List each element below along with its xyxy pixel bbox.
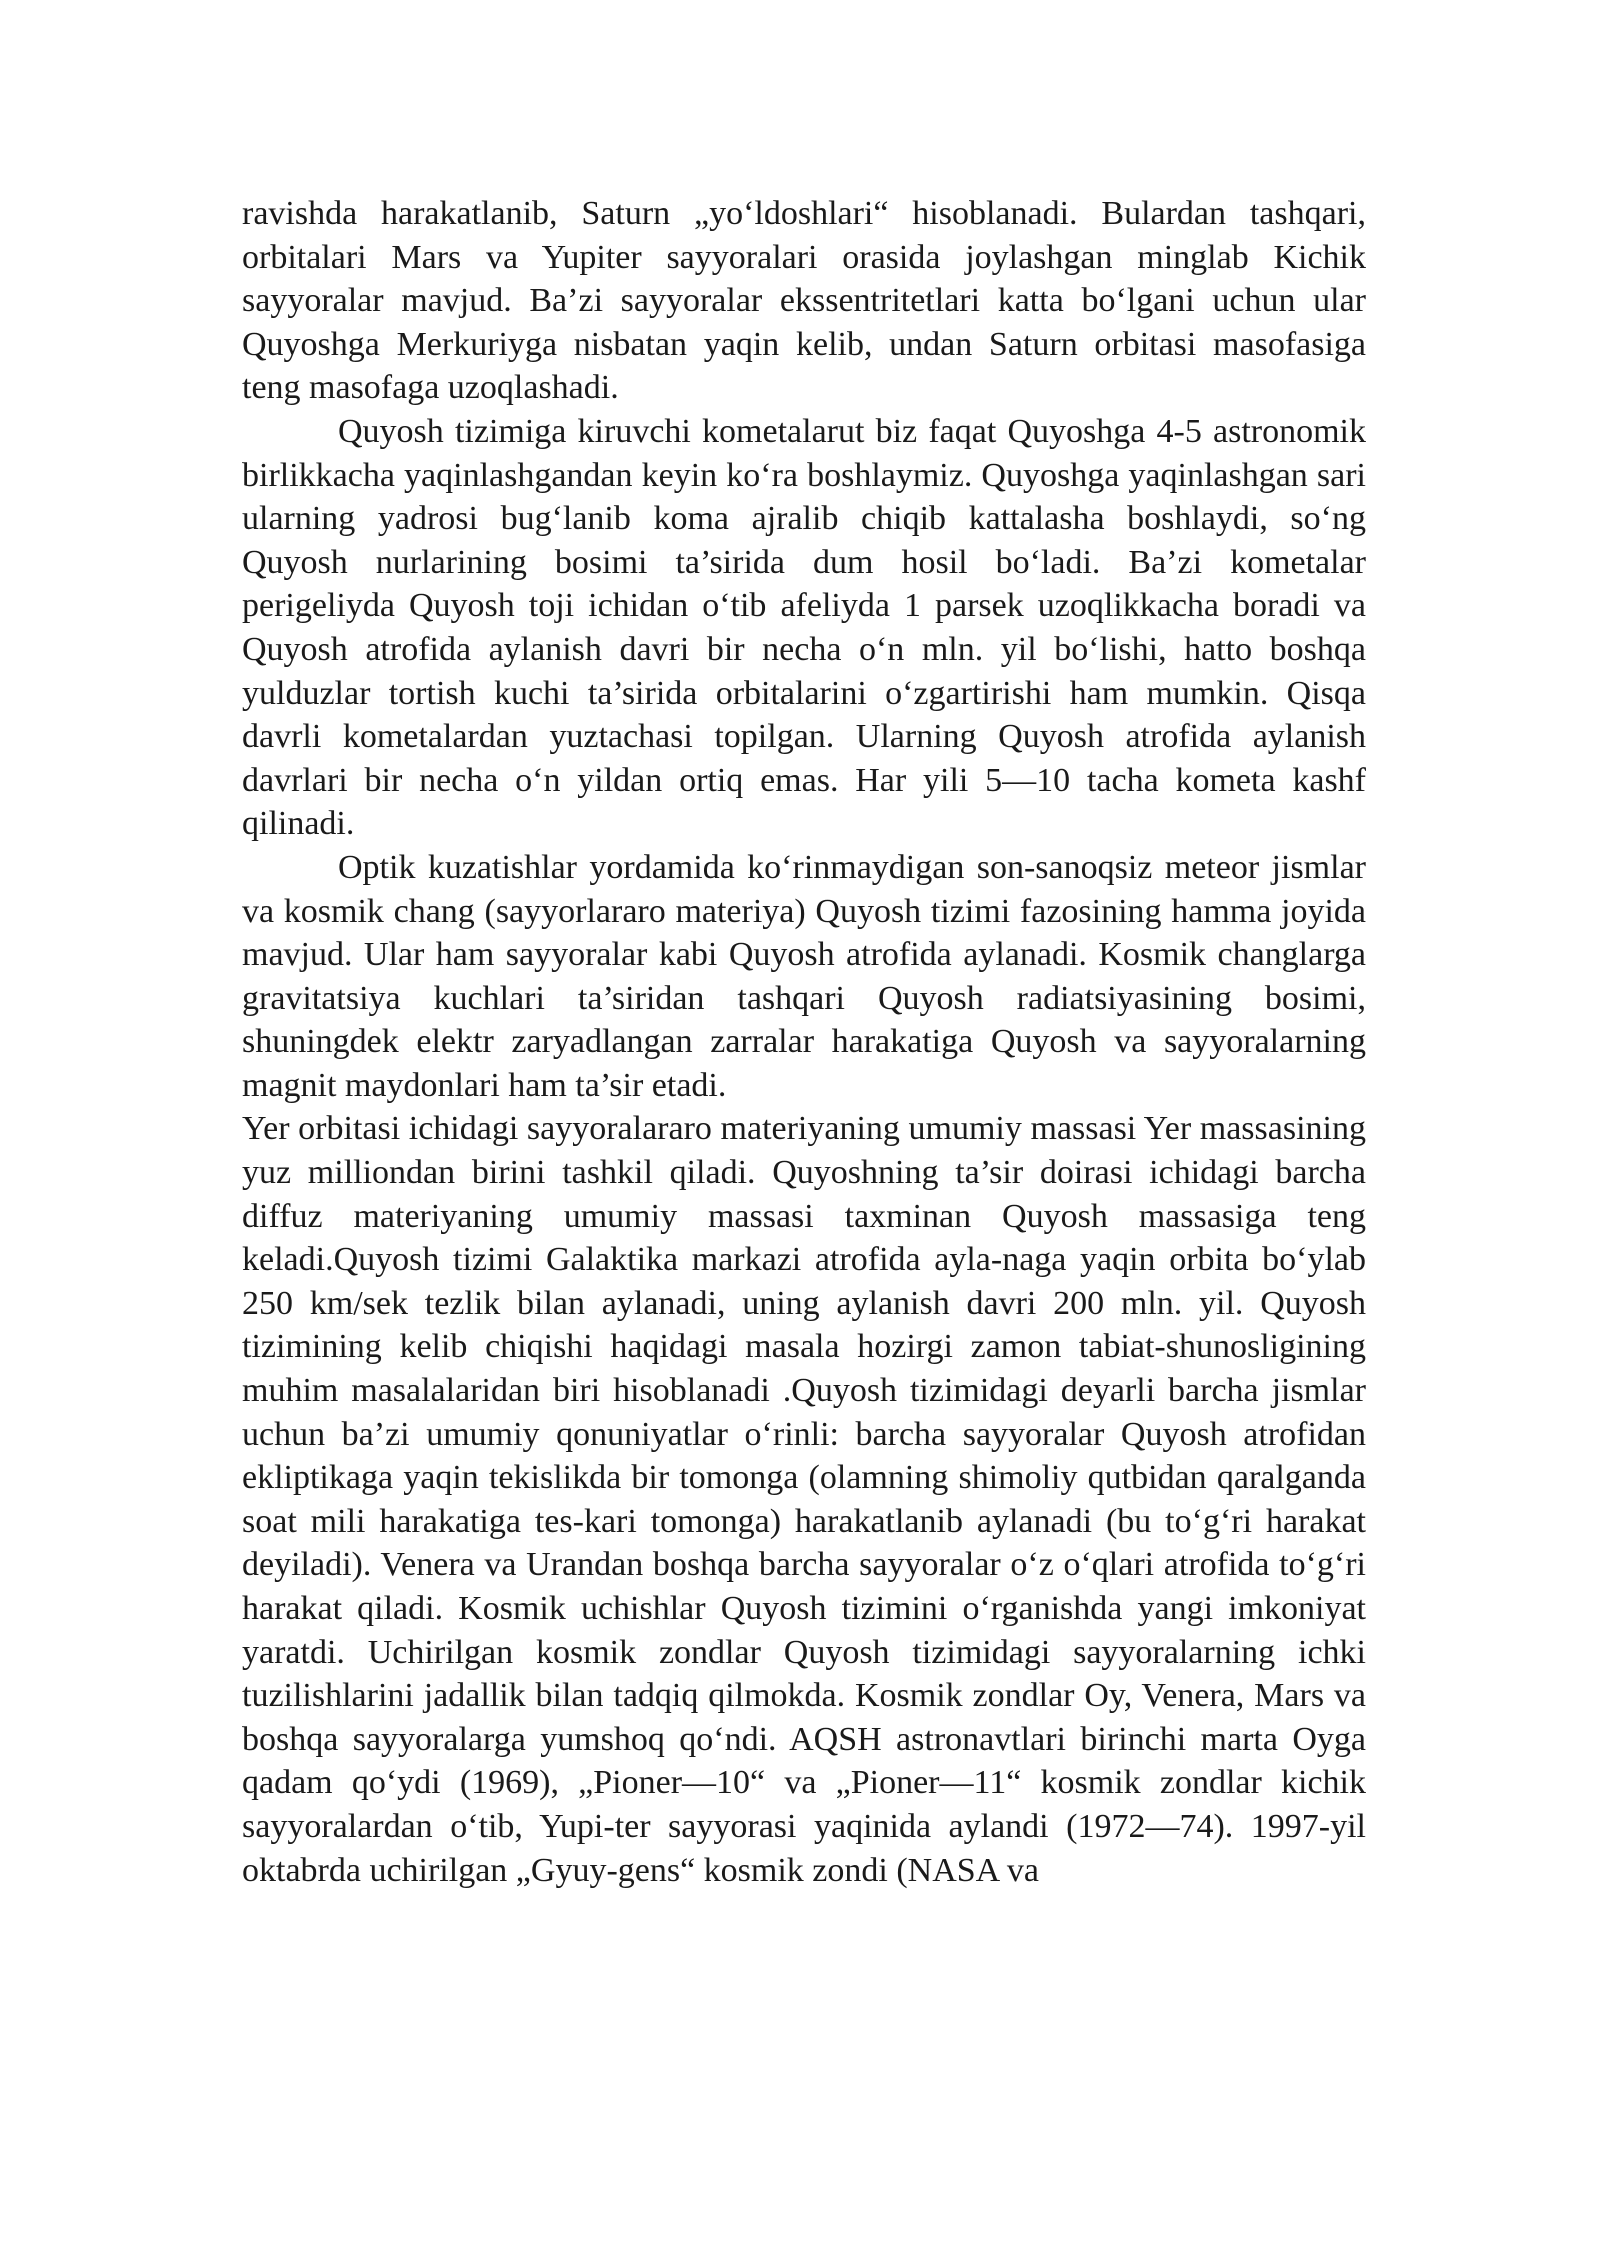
- paragraph-comets: Quyosh tizimiga kiruvchi kometalarut biz faqat Quyoshga 4-5 astronomik birlikkacha yaqinlashgandan keyin ko‘ra boshlaymiz. Quyoshga yaqinlashgan sari ularning yadrosi bug‘lanib koma ajralib chiqib kattalasha boshlaydi, so‘ng Quyosh nurlarining bosimi ta’sirida dum hosil bo‘ladi. Ba’zi kometalar perigeliyda Quyosh toji ichidan o‘tib afeliyda 1 parsek uzoqlikkacha boradi va Quyosh atrofida aylanish davri bir necha o‘n mln. yil bo‘lishi, hatto boshqa yulduzlar tortish kuchi ta’sirida orbitalarini o‘zgartirishi ham mumkin. Qisqa davrli kometalardan yuztachasi topilgan. Ularning Quyosh atrofida aylanish davrlari bir necha o‘n yildan ortiq emas. Har yili 5—10 tacha kometa kashf qilinadi.: [242, 412, 1366, 843]
- paragraph-meteor-dust: Optik kuzatishlar yordamida ko‘rinmaydigan son-sanoqsiz meteor jismlar va kosmik chang (sayyorlararo materiya) Quyosh tizimi fazosining hamma joyida mavjud. Ular ham sayyoralar kabi Quyosh atrofida aylanadi. Kosmik changlarga gravitatsiya kuchlari ta’siridan tashqari Quyosh radiatsiyasining bosimi, shuningdek elektr zaryadlangan zarralar harakatiga Quyosh va sayyoralarning magnit maydonlari ham ta’sir etadi.: [242, 848, 1366, 1104]
- paragraph-interplanetary-matter: Yer orbitasi ichidagi sayyoralararo materiyaning umumiy massasi Yer massasining yuz milliondan birini tashkil qiladi. Quyoshning ta’sir doirasi ichidagi barcha diffuz materiyaning umumiy massasi taxminan Quyosh massasiga teng keladi.Quyosh tizimi Galaktika markazi atrofida ayla-naga yaqin orbita bo‘ylab 250 km/sek tezlik bilan aylanadi, uning aylanish davri 200 mln. yil. Quyosh tizimining kelib chiqishi haqidagi masala hozirgi zamon tabiat-shunosligining muhim masalalaridan biri hisoblanadi .Quyosh tizimidagi deyarli barcha jismlar uchun ba’zi umumiy qonuniyatlar o‘rinli: barcha sayyoralar Quyosh atrofidan ekliptikaga yaqin tekislikda bir tomonga (olamning shimoliy qutbidan qaralganda soat mili harakatiga tes-kari tomonga) harakatlanib aylanadi (bu to‘g‘ri harakat deyiladi). Venera va Urandan boshqa barcha sayyoralar o‘z o‘qlari atrofida to‘g‘ri harakat qiladi. Kosmik uchishlar Quyosh tizimini o‘rganishda yangi imkoniyat yaratdi. Uchirilgan kosmik zondlar Quyosh tizimidagi sayyoralarning ichki tuzilishlarini jadallik bilan tadqiq qilmokda. Kosmik zondlar Oy, Venera, Mars va boshqa sayyoralarga yumshoq qo‘ndi. AQSH astronavtlari birinchi marta Oyga qadam qo‘ydi (1969), „Pioner—10“ va „Pioner—11“ kosmik zondlar kichik sayyoralardan o‘tib, Yupi-ter sayyorasi yaqinida aylandi (1972—74). 1997-yil oktabrda uchirilgan „Gyuy-gens“ kosmik zondi (NASA va: [242, 1110, 1366, 1889]
- paragraph-saturn-satellites: ravishda harakatlanib, Saturn „yo‘ldoshlari“ hisoblanadi. Bulardan tashqari, orbitalari Mars va Yupiter sayyoralari orasida joylashgan minglab Kichik sayyoralar mavjud. Ba’zi sayyoralar ekssentritetlari katta bo‘lgani uchun ular Quyoshga Merkuriyga nisbatan yaqin kelib, undan Saturn orbitasi masofasiga teng masofaga uzoqlashadi.: [242, 195, 1366, 407]
- document-page: [242, 192, 1366, 1892]
